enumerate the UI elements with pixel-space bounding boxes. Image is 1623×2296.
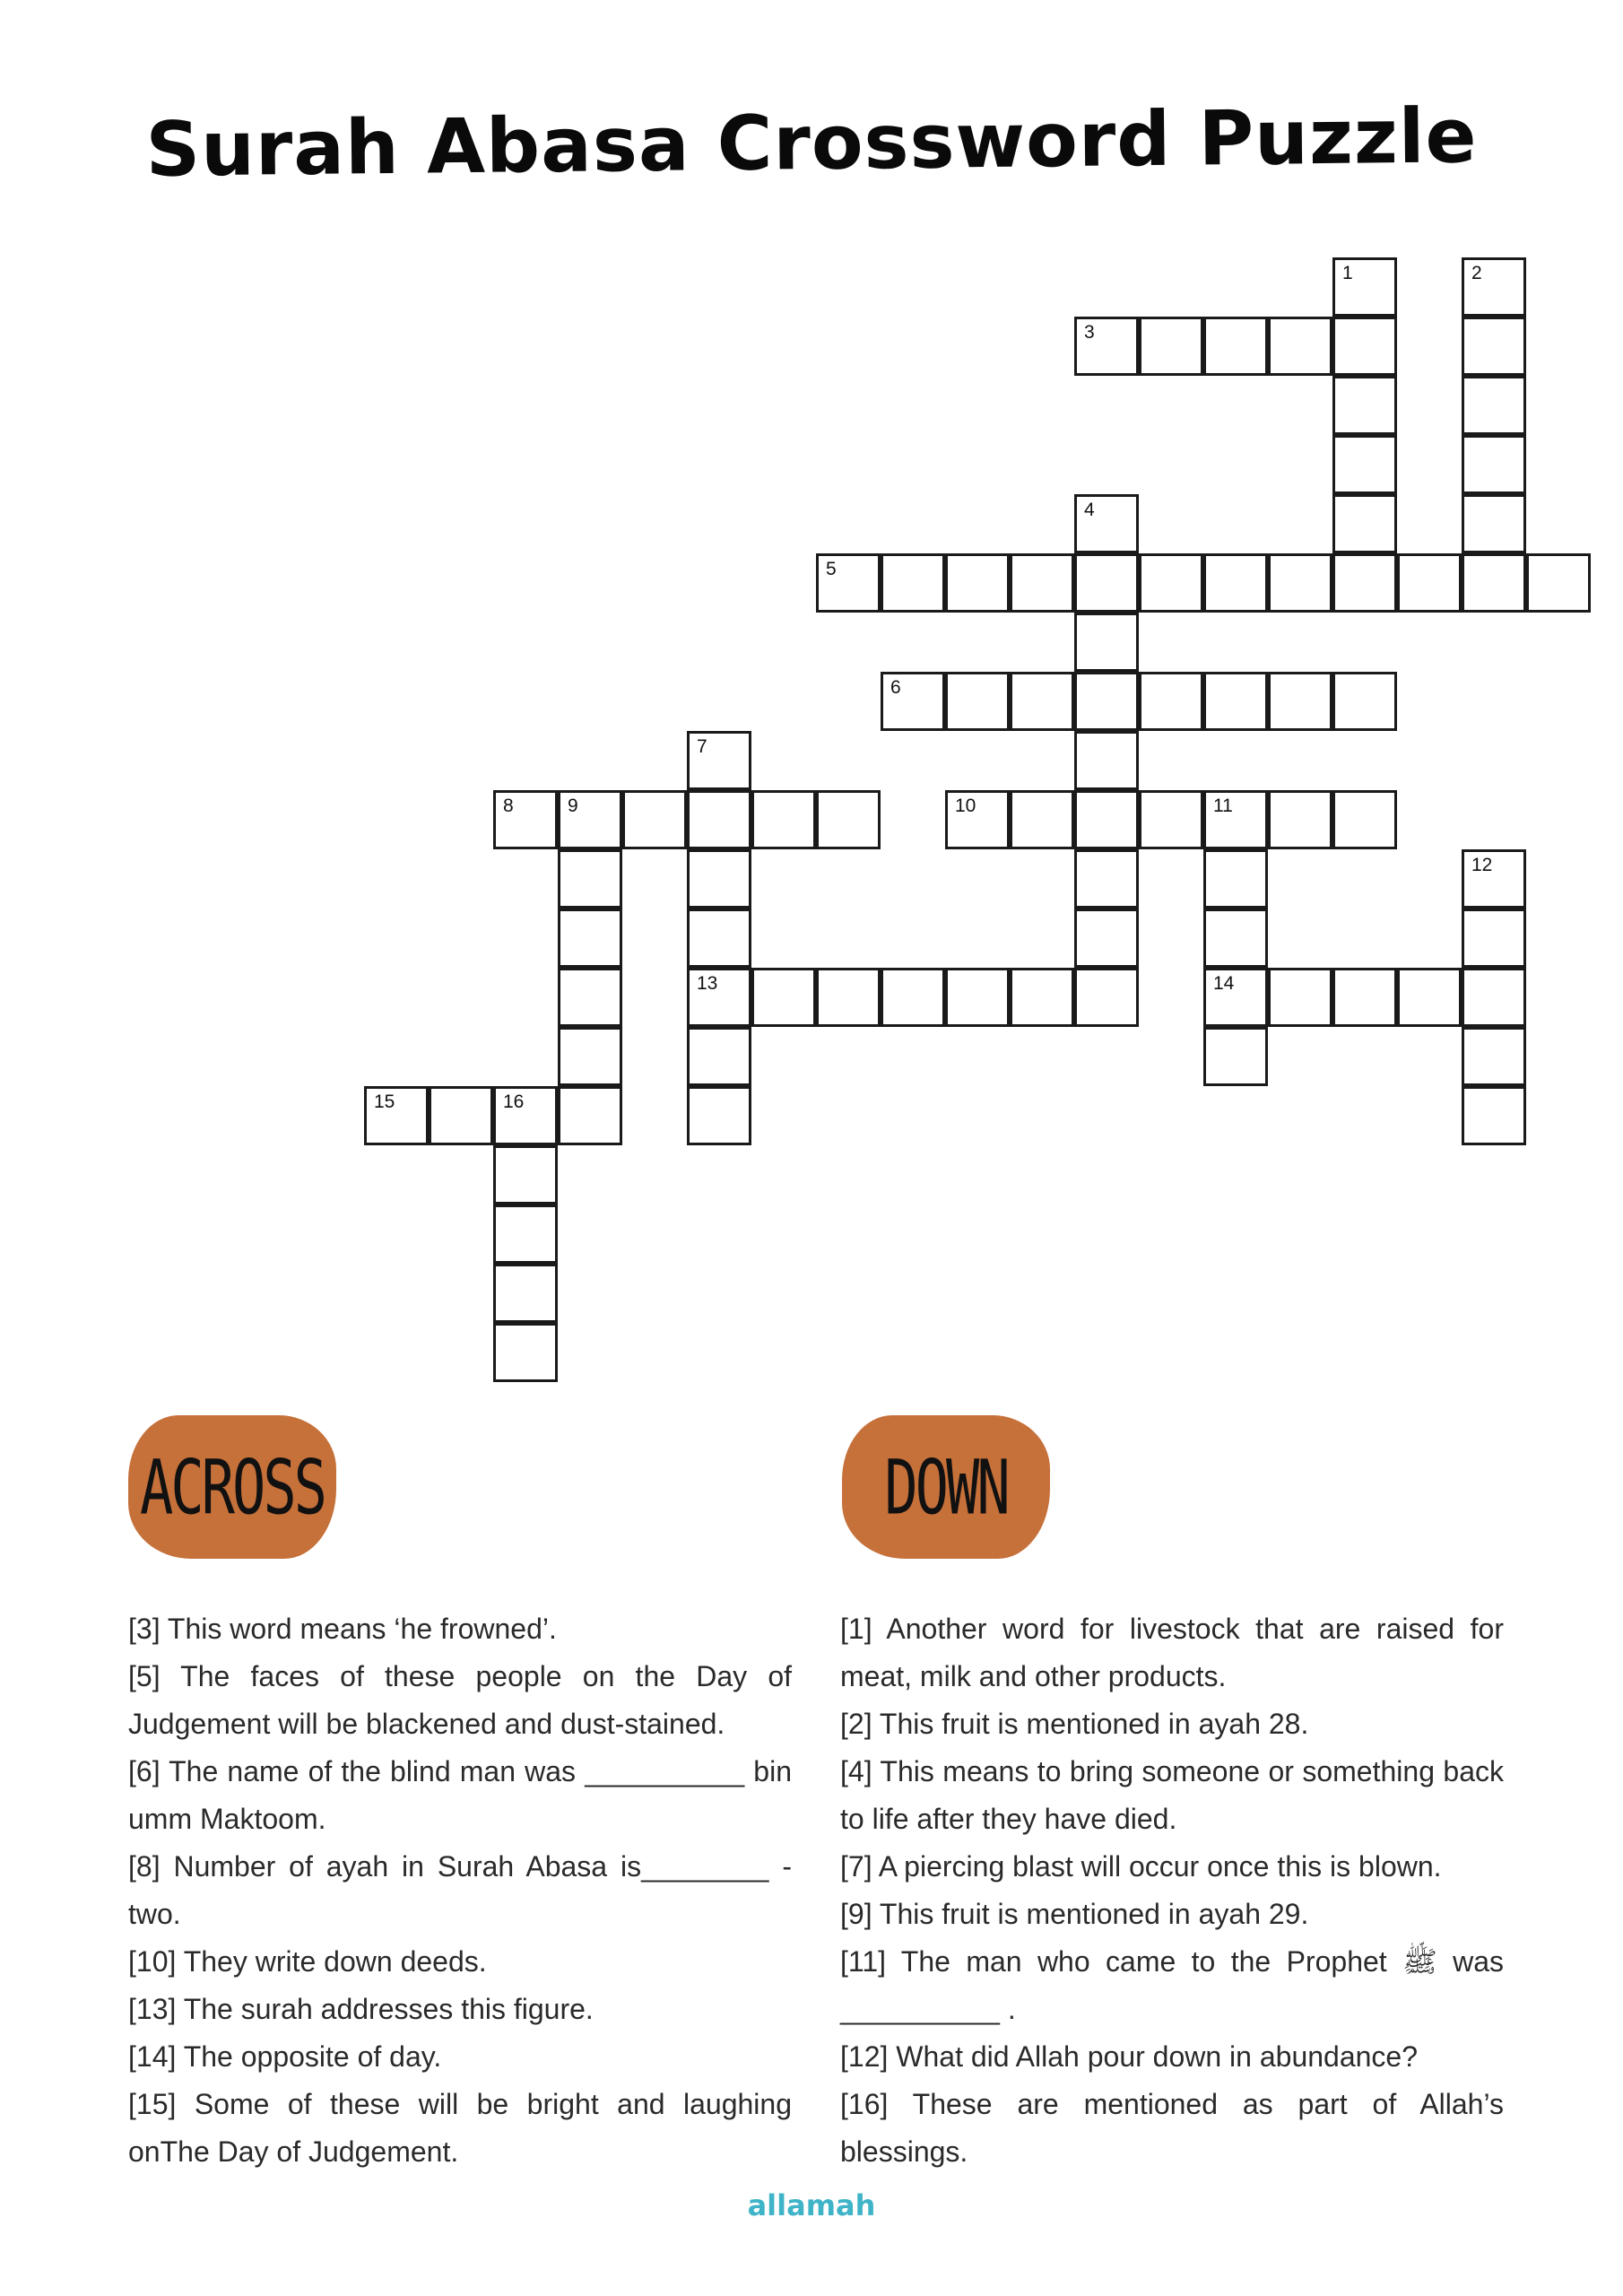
grid-cell[interactable] [1010,968,1074,1027]
grid-cell[interactable] [493,1323,558,1382]
clue-number: 16 [503,1091,525,1112]
grid-cell[interactable] [881,968,945,1027]
grid-cell[interactable] [751,790,816,849]
grid-cell[interactable] [1074,731,1139,790]
grid-cell[interactable] [687,849,751,909]
grid-cell[interactable] [945,790,1010,849]
down-clue: [9] This fruit is mentioned in ayah 29. [840,1898,1309,1930]
grid-cell[interactable] [493,1145,558,1205]
grid-cell[interactable] [1203,909,1268,968]
grid-cell[interactable] [881,553,945,613]
down-badge [842,1415,1050,1559]
grid-cell[interactable] [1462,494,1526,553]
grid-cell[interactable] [493,1086,558,1145]
grid-cell[interactable] [622,790,687,849]
grid-cell[interactable] [1074,494,1139,553]
grid-cell[interactable] [1074,909,1139,968]
grid-cell[interactable] [1139,553,1203,613]
grid-cell[interactable] [1397,968,1462,1027]
allamah-logo: allamah [747,2188,876,2222]
clue-number: 14 [1213,973,1235,994]
grid-cell[interactable] [1332,494,1397,553]
grid-cell[interactable] [1010,672,1074,731]
grid-cell[interactable] [429,1086,493,1145]
grid-cell[interactable] [945,553,1010,613]
grid-cell[interactable] [687,968,751,1027]
down-clue: [1] Another word for livestock that are raised for meat, milk and other products. [840,1613,1504,1692]
across-clue: [5] The faces of these people on the Day of Judgement will be blackened and dust-stained. [128,1660,792,1740]
grid-cell[interactable] [1268,553,1332,613]
across-clues [128,1605,792,2176]
grid-cell[interactable] [1203,849,1268,909]
down-clue: [7] A piercing blast will occur once this is blown. [840,1850,1442,1883]
grid-cell[interactable] [1332,672,1397,731]
clue-number: 11 [1213,796,1233,816]
grid-cell[interactable] [1526,553,1591,613]
grid-cell[interactable] [687,1027,751,1086]
grid-cell[interactable] [1462,376,1526,435]
grid-cell[interactable] [493,790,558,849]
grid-cell[interactable] [558,1027,622,1086]
down-clues [840,1605,1504,2176]
clue-number: 8 [503,796,514,816]
grid-cell[interactable] [1010,790,1074,849]
down-clue: [16] These are mentioned as part of Allah’s blessings. [840,2088,1504,2168]
clue-number: 1 [1342,263,1353,283]
grid-cell[interactable] [816,790,881,849]
across-clue: [13] The surah addresses this figure. [128,1993,594,2025]
grid-cell[interactable] [1397,553,1462,613]
clue-number: 4 [1084,500,1095,520]
grid-cell[interactable] [687,731,751,790]
grid-cell[interactable] [1139,672,1203,731]
grid-cell[interactable] [1462,1086,1526,1145]
grid-cell[interactable] [816,553,881,613]
grid-cell[interactable] [945,672,1010,731]
grid-cell[interactable] [1203,968,1268,1027]
grid-cell[interactable] [558,849,622,909]
clue-number: 10 [955,796,976,816]
clue-number: 3 [1084,322,1095,343]
grid-cell[interactable] [1074,672,1139,731]
page-title: Surah Abasa Crossword Puzzle [145,91,1478,194]
grid-cell[interactable] [1332,376,1397,435]
grid-cell[interactable] [1268,672,1332,731]
grid-cell[interactable] [1203,672,1268,731]
grid-cell[interactable] [1074,553,1139,613]
across-clue: [3] This word means ‘he frowned’. [128,1613,557,1645]
grid-cell[interactable] [945,968,1010,1027]
grid-cell[interactable] [1268,790,1332,849]
grid-cell[interactable] [558,909,622,968]
grid-cell[interactable] [1462,553,1526,613]
grid-cell[interactable] [1010,553,1074,613]
clue-number: 13 [697,973,718,994]
grid-cell[interactable] [558,968,622,1027]
across-clue: [10] They write down deeds. [128,1945,487,1978]
grid-cell[interactable] [1203,317,1268,376]
grid-cell[interactable] [687,1086,751,1145]
grid-cell[interactable] [558,1086,622,1145]
grid-cell[interactable] [687,909,751,968]
clue-number: 12 [1471,855,1493,875]
grid-cell[interactable] [558,790,622,849]
grid-cell[interactable] [1332,317,1397,376]
grid-cell[interactable] [1074,317,1139,376]
grid-cell[interactable] [1203,790,1268,849]
grid-cell[interactable] [1203,553,1268,613]
grid-cell[interactable] [1074,968,1139,1027]
grid-cell[interactable] [1462,435,1526,494]
clue-number: 9 [568,796,578,816]
grid-cell[interactable] [1332,435,1397,494]
grid-cell[interactable] [881,672,945,731]
grid-cell[interactable] [1139,790,1203,849]
grid-cell[interactable] [1462,317,1526,376]
grid-cell[interactable] [1462,909,1526,968]
across-clue: [14] The opposite of day. [128,2040,442,2073]
grid-cell[interactable] [1332,790,1397,849]
grid-cell[interactable] [1074,613,1139,672]
grid-cell[interactable] [493,1205,558,1264]
grid-cell[interactable] [364,1086,429,1145]
grid-cell[interactable] [687,790,751,849]
grid-cell[interactable] [751,968,816,1027]
down-heading: DOWN [884,1442,1008,1532]
grid-cell[interactable] [1074,790,1139,849]
grid-cell[interactable] [1462,257,1526,317]
clue-number: 6 [890,677,901,698]
grid-cell[interactable] [1462,968,1526,1027]
grid-cell[interactable] [1332,553,1397,613]
grid-cell[interactable] [1203,1027,1268,1086]
clue-number: 15 [374,1091,395,1112]
grid-cell[interactable] [1139,317,1203,376]
down-clue: [12] What did Allah pour down in abundance? [840,2040,1419,2073]
across-badge [128,1415,336,1559]
down-clue: [11] The man who came to the Prophet ﷺ was __________ . [840,1945,1505,2025]
across-clue: [6] The name of the blind man was __________ bin umm Maktoom. [128,1755,792,1835]
across-clue: [8] Number of ayah in Surah Abasa is________ - two. [128,1850,792,1930]
down-clue: [2] This fruit is mentioned in ayah 28. [840,1708,1309,1740]
across-heading: ACROSS [140,1442,325,1532]
grid-cell[interactable] [1462,849,1526,909]
clue-number: 2 [1471,263,1482,283]
grid-cell[interactable] [1268,968,1332,1027]
grid-cell[interactable] [493,1264,558,1323]
grid-cell[interactable] [1332,257,1397,317]
grid-cell[interactable] [816,968,881,1027]
across-clue: [15] Some of these will be bright and laughing onThe Day of Judgement. [128,2088,792,2168]
grid-cell[interactable] [1074,849,1139,909]
clue-number: 5 [826,559,837,579]
grid-cell[interactable] [1332,968,1397,1027]
down-clue: [4] This means to bring someone or something back to life after they have died. [840,1755,1504,1835]
grid-cell[interactable] [1462,1027,1526,1086]
grid-cell[interactable] [1268,317,1332,376]
clue-number: 7 [697,736,707,757]
